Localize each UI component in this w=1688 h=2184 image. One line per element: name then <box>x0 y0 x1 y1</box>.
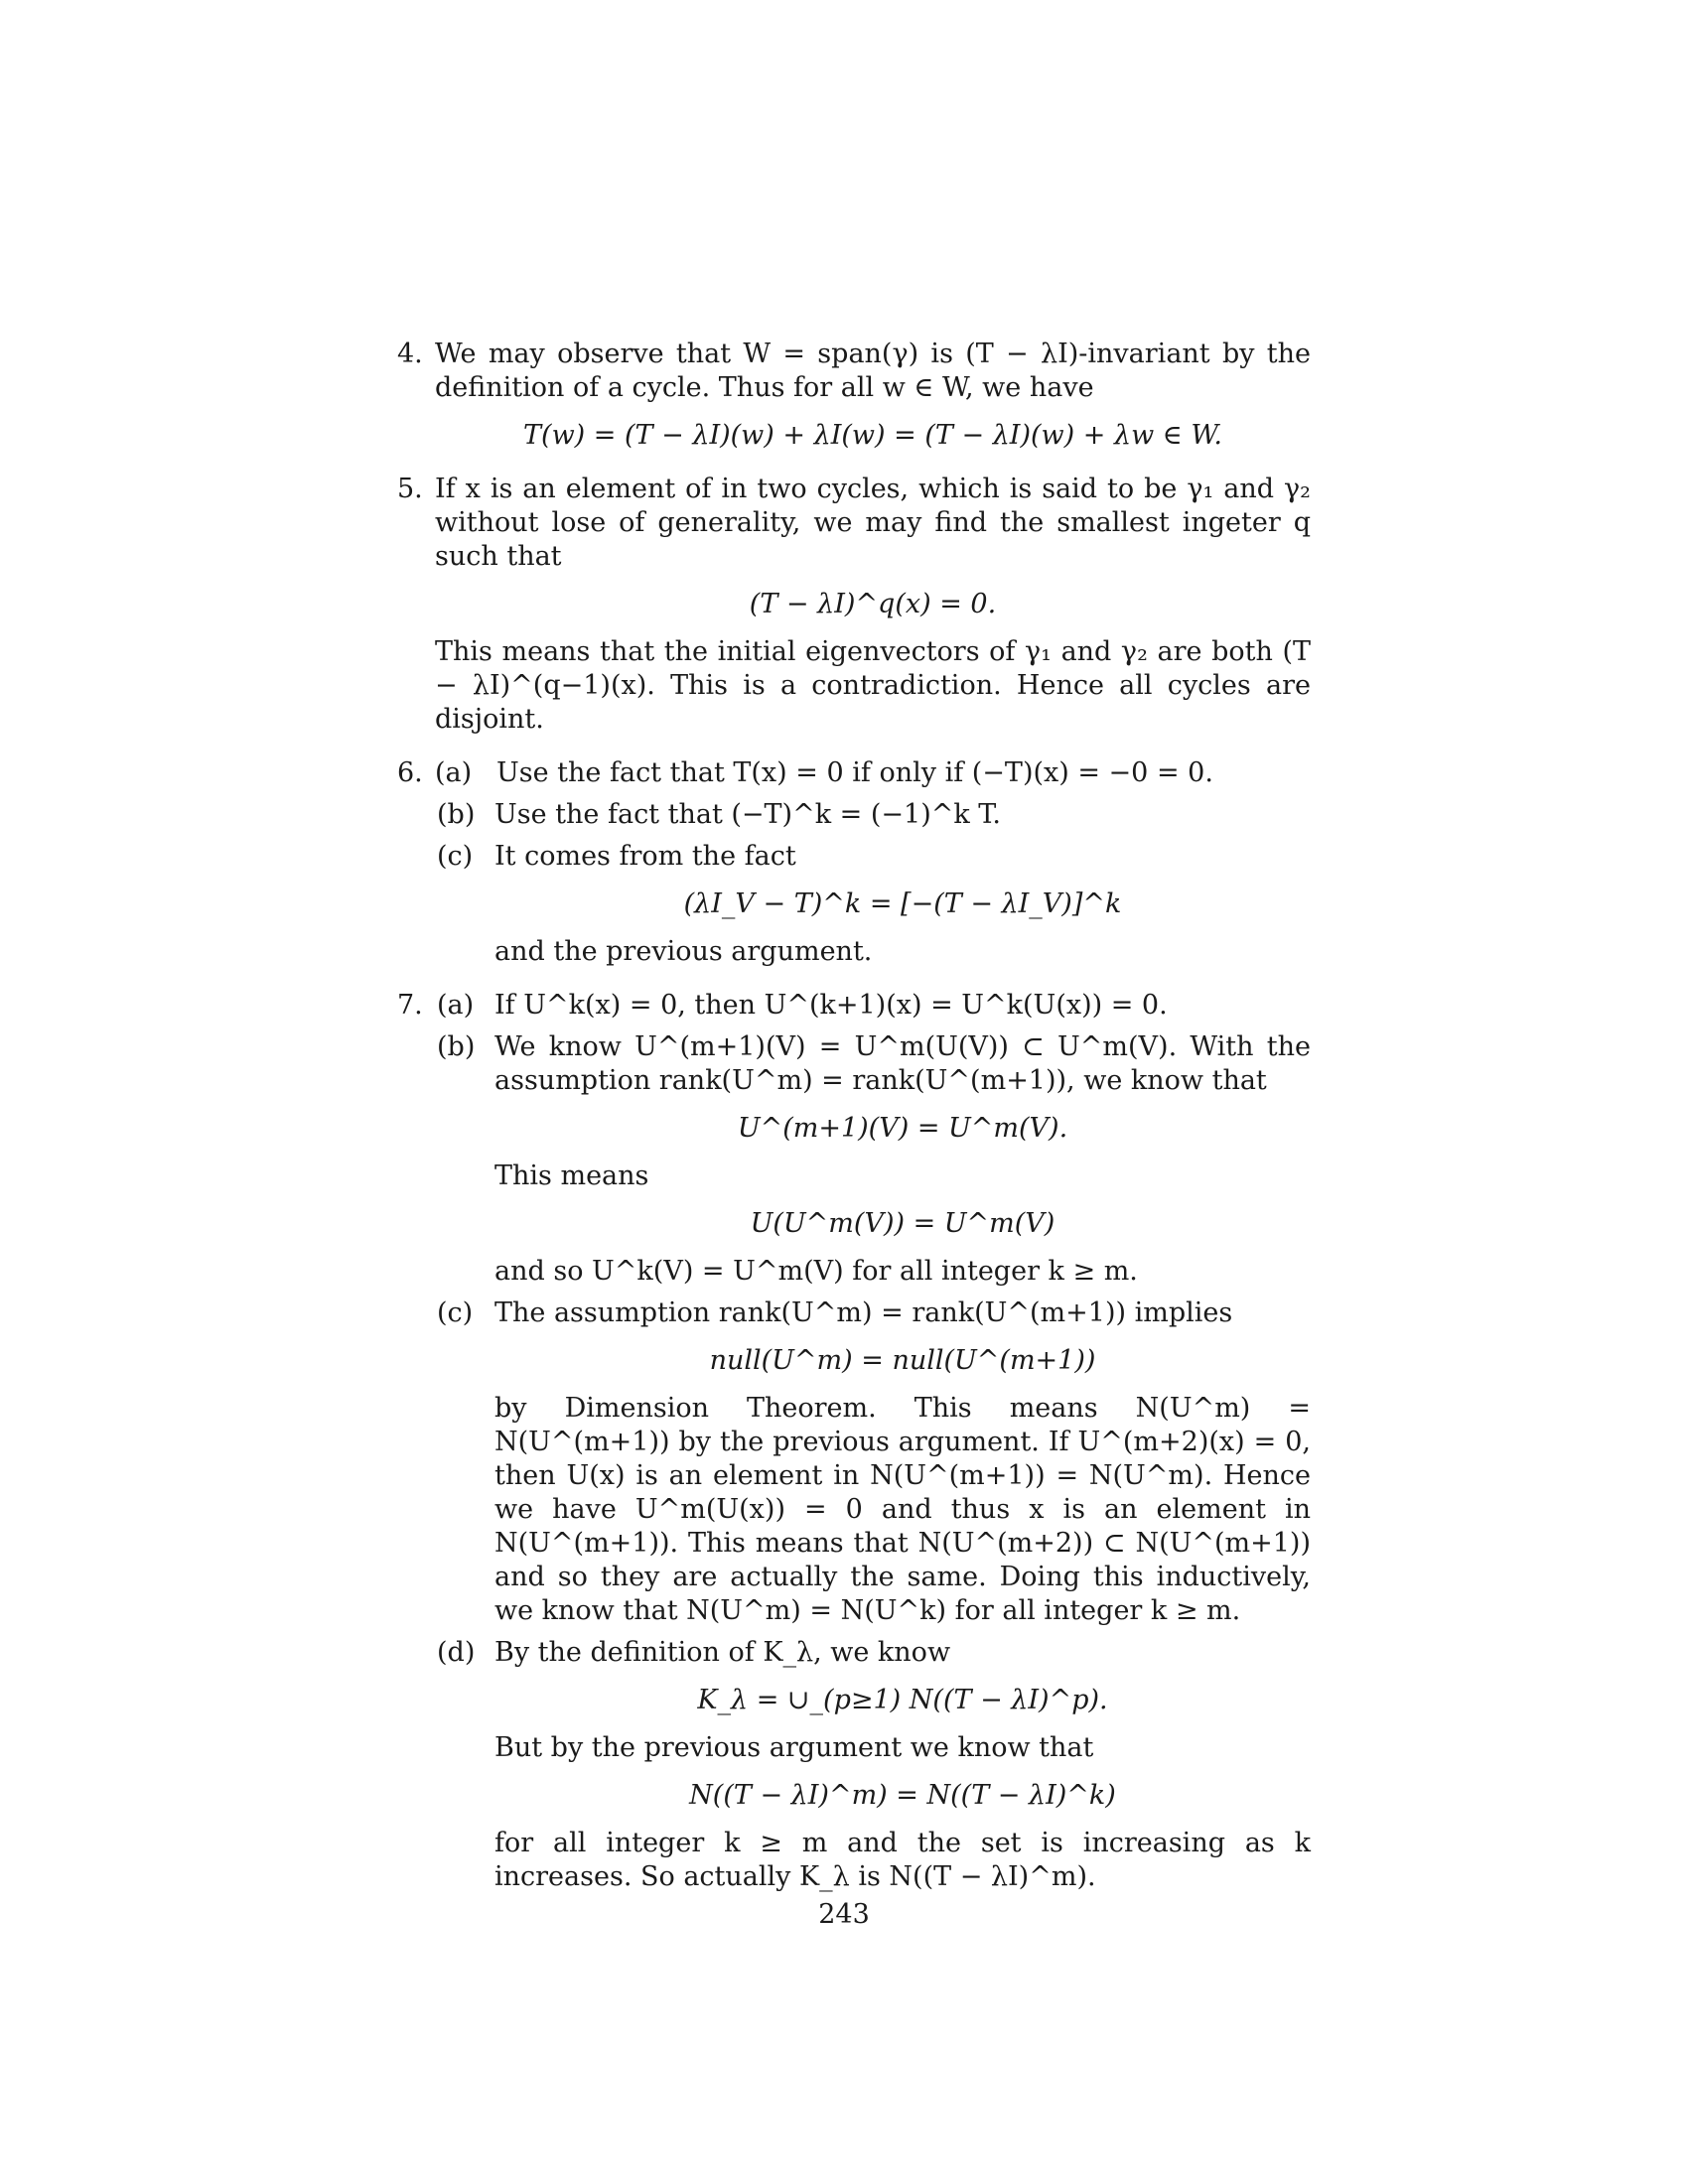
equation: U^(m+1)(V) = U^m(V). <box>737 1113 1068 1144</box>
item-number: 4. <box>397 339 423 369</box>
subitem-6b <box>435 798 1311 832</box>
paragraph: If x is an element of in two cycles, which is said to be γ₁ and γ₂ without lose of generality, we may find the smallest ingeter q such that <box>435 474 1311 572</box>
paragraph: for all integer k ≥ m and the set is increasing as k increases. So actually K_λ is N((T − λI)^m). <box>494 1828 1311 1892</box>
subitem-label: (c) <box>437 841 474 872</box>
paragraph: Use the fact that T(x) = 0 if only if (−T)(x) = −0 = 0. <box>496 757 1213 788</box>
equation: (T − λI)^q(x) = 0. <box>749 589 997 619</box>
paragraph: This means that the initial eigenvectors of γ₁ and γ₂ are both (T − λI)^(q−1)(x). This is a contradiction. Hence all cycles are disjoint. <box>435 636 1311 735</box>
item-number: 7. <box>397 990 423 1021</box>
paragraph: and the previous argument. <box>494 936 873 967</box>
item-4 <box>397 338 1311 453</box>
subitem-7c <box>435 1297 1311 1628</box>
equation: T(w) = (T − λI)(w) + λI(w) = (T − λI)(w) + λw ∈ W. <box>523 420 1222 451</box>
page-content <box>397 338 1311 1914</box>
paragraph: We know U^(m+1)(V) = U^m(U(V)) ⊂ U^m(V). With the assumption rank(U^m) = rank(U^(m+1)), we know that <box>494 1031 1311 1096</box>
paragraph: This means <box>494 1160 649 1191</box>
subitem-6a <box>397 756 1311 790</box>
item-number: 6. <box>397 757 423 788</box>
subitem-7d <box>435 1636 1311 1894</box>
subitem-label: (d) <box>437 1637 476 1668</box>
subitem-label: (b) <box>437 1031 476 1062</box>
equation: (λI_V − T)^k = [−(T − λI_V)]^k <box>683 888 1122 919</box>
subitem-7b <box>435 1030 1311 1289</box>
item-5 <box>397 473 1311 737</box>
equation: null(U^m) = null(U^(m+1)) <box>709 1345 1096 1376</box>
item-7 <box>397 989 1311 1894</box>
item-6 <box>397 756 1311 969</box>
equation: N((T − λI)^m) = N((T − λI)^k) <box>689 1780 1116 1811</box>
page-number: 243 <box>818 1899 870 1930</box>
paragraph: The assumption rank(U^m) = rank(U^(m+1)) implies <box>494 1297 1233 1328</box>
item-number: 5. <box>397 474 423 504</box>
subitem-7a <box>435 989 1311 1023</box>
subitem-label: (a) <box>435 757 473 788</box>
subitem-6c <box>435 840 1311 969</box>
paragraph: We may observe that W = span(γ) is (T − λI)-invariant by the definition of a cycle. Thus for all w ∈ W, we have <box>435 339 1311 403</box>
equation: U(U^m(V)) = U^m(V) <box>750 1208 1055 1239</box>
subitem-label: (c) <box>437 1297 474 1328</box>
paragraph: If U^k(x) = 0, then U^(k+1)(x) = U^k(U(x)) = 0. <box>494 990 1168 1021</box>
subitem-label: (a) <box>437 990 475 1021</box>
paragraph: But by the previous argument we know that <box>494 1732 1094 1763</box>
paragraph: Use the fact that (−T)^k = (−1)^k T. <box>494 799 1001 830</box>
paragraph: By the definition of K_λ, we know <box>494 1637 951 1668</box>
equation: K_λ = ∪_(p≥1) N((T − λI)^p). <box>697 1685 1108 1715</box>
subitem-label: (b) <box>437 799 476 830</box>
paragraph: by Dimension Theorem. This means N(U^m) = N(U^(m+1)) by the previous argument. If U^(m+2)(x) = 0, then U(x) is an element in N(U^(m+1)) = N(U^m). Hence we have U^m(U(x)) = 0 and thus x is an element in N(U^(m+1)). This means that N(U^(m+2)) ⊂ N(U^(m+1)) and so they are actually the same. Doing this inductively, we know that N(U^m) = N(U^k) for all integer k ≥ m. <box>494 1393 1311 1626</box>
paragraph: It comes from the fact <box>494 841 796 872</box>
paragraph: and so U^k(V) = U^m(V) for all integer k ≥ m. <box>494 1256 1138 1287</box>
